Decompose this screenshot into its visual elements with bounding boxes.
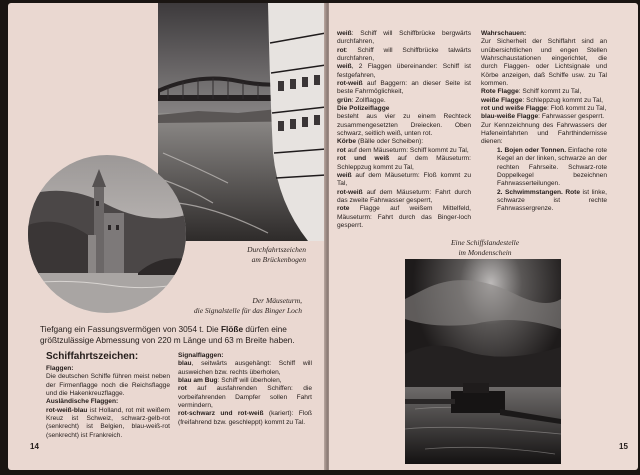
entry-term: Signalflaggen:: [178, 352, 224, 359]
caption-night: [425, 238, 545, 258]
page-number-right: 15: [619, 442, 628, 451]
caption-line: Durchfahrtszeichen: [247, 245, 306, 254]
moonlight-landing-photo: [405, 259, 561, 464]
text-entry: [337, 105, 471, 113]
entry-term: blau-weiße Flagge: [481, 113, 539, 121]
entry-text: (kariert): Floß (freifahrend bzw. geschleppt) kommt zu Tal.: [178, 410, 312, 426]
entry-text: : Schiff will Schiffbrücke talwärts durchfahren,: [337, 46, 471, 63]
text-entry: [481, 189, 607, 214]
entry-term: Flaggen:: [46, 365, 74, 372]
intro-paragraph: [40, 324, 308, 346]
text-entry: [337, 63, 471, 80]
entry-text: : Schiff will überholen,: [217, 377, 282, 385]
entry-term: rot-weiß: [337, 188, 363, 196]
caption-line: Eine Schiffslandestelle: [450, 238, 520, 247]
left-page: [8, 3, 326, 470]
text-entry: [337, 113, 471, 138]
right-page: [329, 3, 638, 470]
text-entry: [337, 147, 471, 155]
caption-tower: [194, 296, 302, 316]
caption-line: die Signalstelle für das Binger Loch: [193, 306, 302, 315]
entry-term: blau am Bug: [178, 377, 218, 385]
text-entry: [337, 97, 471, 105]
text-entry: [337, 80, 471, 97]
entry-text: auf ausfahrenden Schiffen: die vorbeifahrenden Dampfer sollen Fahrt vermindern,: [178, 385, 312, 410]
entry-term: rot: [337, 46, 346, 54]
text-entry: [481, 122, 607, 147]
entry-term: rote: [337, 205, 350, 213]
text-entry: [178, 377, 312, 385]
entry-text: : Schleppzug kommt zu Tal,: [522, 96, 603, 104]
text-entry: [337, 205, 471, 230]
text-entry: [46, 398, 170, 406]
entry-text: auf dem Mäuseturm: Schleppzug kommt zu Tal,: [337, 155, 471, 171]
entry-text: Einfache rote Kegel an der linken, schwarze an der rechten Fahrseite. Schwarz-rote Doppelkegel bezeichnen Fahrwasserteilungen.: [497, 146, 608, 188]
book-spread: [8, 3, 638, 470]
entry-term: 2. Schwimmstangen. Rote: [497, 188, 581, 196]
entry-term: rot und weiß: [337, 155, 390, 163]
left-column-flags: [46, 365, 170, 440]
entry-term: rot-weiß-blau: [46, 406, 88, 414]
intro-text: dürfen eine größtzulässige Abmessung von 220 m Länge und 63 m Breite haben.: [40, 324, 295, 345]
entry-text: Zur Sicherheit der Schiffahrt sind an unübersichtlichen und engen Stellen Wahrschaustationen eingerichtet, die durch Flaggen- oder Lichtsignale und Körbe anzeigen, daß Schiffe usw. zu Tal kommen.: [481, 38, 607, 88]
entry-term: rot-weiß: [337, 80, 363, 88]
text-entry: [178, 360, 312, 377]
entry-text: , 2 Flaggen übereinander: Schiff ist festgefahren,: [337, 63, 471, 79]
entry-term: Ausländische Flaggen:: [46, 398, 119, 406]
entry-text: Flagge auf weißem Mittelfeld, Mäuseturm: Fahrt durch das Binger-loch gesperrt.: [337, 205, 471, 229]
text-entry: [46, 365, 170, 373]
text-entry: [337, 30, 471, 47]
text-entry: [46, 407, 170, 440]
entry-text: : Floß kommt zu Tal,: [546, 105, 607, 113]
text-entry: [337, 47, 471, 64]
entry-term: rot: [337, 146, 346, 154]
entry-term: Rote Flagge: [481, 88, 519, 96]
text-entry: [178, 410, 312, 427]
mouse-tower-photo: [28, 155, 186, 313]
text-entry: [337, 155, 471, 172]
text-entry: [481, 147, 607, 189]
entry-text: Die deutschen Schiffe führen meist neben der Firmenflagge noch die Reichsflagge und die Hakenkreuzflagge.: [46, 373, 170, 398]
entry-text: Zur Kennzeichnung des Fahrwassers der Hafeneinfahrten und Fahrthindernisse dienen:: [481, 121, 607, 146]
entry-text: : Fahrwasser gesperrt.: [538, 113, 605, 121]
entry-text: auf dem Mäuseturm: Schiff kommt zu Tal,: [345, 146, 469, 154]
entry-term: rot-schwarz und rot-weiß: [178, 410, 264, 418]
bridge-ship-photo: [158, 3, 326, 241]
entry-term: 1. Bojen oder Tonnen.: [497, 146, 567, 154]
text-entry: [481, 97, 607, 105]
text-entry: [178, 385, 312, 410]
entry-text: (Bälle oder Scheiben):: [356, 138, 424, 146]
entry-term: rot: [178, 385, 187, 393]
entry-text: ist Holland, rot mit weißem Kreuz ist Schweiz, schwarz-gelb-rot (senkrecht) ist Belgien, blau-weiß-rot (senkrecht) ist Frankreich.: [46, 406, 170, 439]
entry-text: : Zollflagge.: [351, 96, 386, 104]
text-entry: [481, 38, 607, 88]
entry-text: auf dem Mäuseturm: Fahrt durch das zweite Fahrwasser gesperrt,: [337, 188, 471, 204]
intro-bold: Flöße: [220, 324, 244, 334]
entry-term: weiß: [337, 30, 352, 37]
text-entry: [46, 373, 170, 398]
entry-term: weiß: [337, 63, 352, 71]
text-entry: [481, 88, 607, 96]
text-entry: [481, 113, 607, 121]
right-column-signals: [337, 30, 471, 230]
caption-bridge: [247, 245, 306, 265]
caption-line: am Brückenbogen: [251, 255, 306, 264]
entry-text: ist linke, schwarze ist rechte Fahrwassergrenze.: [497, 188, 607, 213]
entry-text: , seitwärts ausgehängt: Schiff will ausweichen bzw. rechts überholen,: [178, 360, 312, 376]
entry-term: Die Polizeiflagge: [337, 105, 390, 113]
entry-term: Körbe: [337, 138, 357, 146]
text-entry: [481, 30, 607, 38]
page-number-left: 14: [30, 442, 39, 451]
entry-text: : Schiff kommt zu Tal,: [518, 88, 582, 96]
entry-term: grün: [337, 96, 352, 104]
text-entry: [481, 105, 607, 113]
right-column-warnings: [481, 30, 607, 214]
text-entry: [337, 138, 471, 146]
left-column-signal-flags: [178, 352, 312, 427]
entry-term: Wahrschauen:: [481, 30, 527, 37]
text-entry: [337, 189, 471, 206]
entry-term: rot und weiße Flagge: [481, 105, 547, 113]
intro-text: Tiefgang ein Fassungsvermögen von 3054 t. Die: [40, 324, 221, 334]
section-heading: Schiffahrtszeichen:: [46, 351, 139, 362]
text-entry: [337, 172, 471, 189]
caption-line: Der Mäuseturm,: [252, 296, 302, 305]
entry-text: auf dem Mäuseturm: Floß kommt zu Tal,: [337, 171, 471, 188]
entry-term: weiß: [337, 171, 352, 179]
entry-term: blau: [178, 360, 192, 368]
entry-text: auf Baggern: an dieser Seite ist beste Fahrmöglichkeit,: [337, 80, 471, 96]
entry-term: weiße Flagge: [481, 96, 523, 104]
entry-text: : Schiff will Schiffbrücke bergwärts durchfahren,: [337, 30, 471, 46]
caption-line: im Mondenschein: [458, 248, 512, 257]
entry-text: besteht aus vier zu einem Rechteck zusammengesetzten Dreiecken. Oben schwarz, seitlich weiß, unten rot.: [337, 113, 471, 138]
text-entry: [178, 352, 312, 360]
